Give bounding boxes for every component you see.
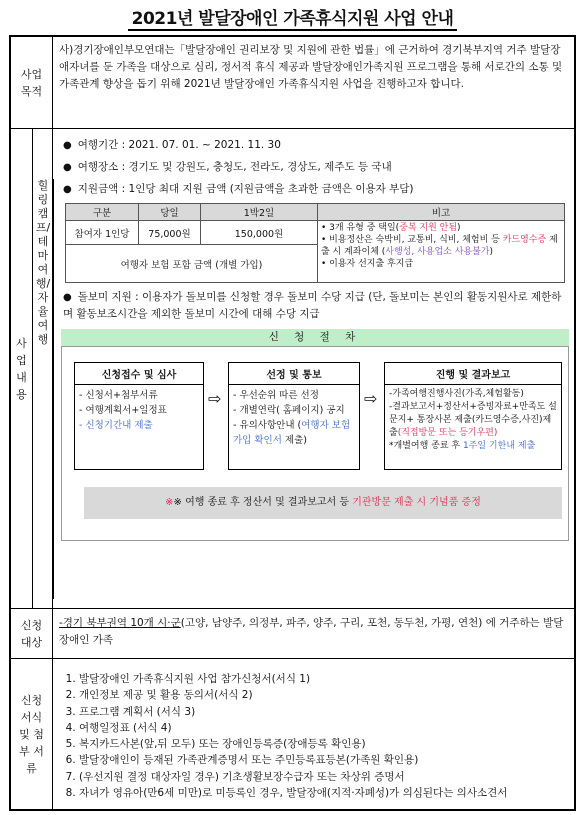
purpose-row (11, 37, 574, 129)
purpose-text: 사)경기장애인부모연대는「발달장애인 권리보장 및 지원에 관한 법률」에 근거하여 경기북부지역 거주 발달장애자녀를 둔 가족을 대상으로 심리, 정서적 휴식 제공과 발달장애인가족지원 프로그램을 통해 서로간의 소통 및 가족관계 향상을 돕기 위해 2021년 발달장애인 가족휴식지원 사업을 진행하고자 합니다. (59, 44, 563, 90)
procedure-area (61, 346, 569, 541)
business-row (11, 129, 574, 609)
fee-table (65, 203, 565, 283)
list-item: 2. 개인정보 제공 및 활용 동의서(서식 2) (79, 687, 566, 703)
step-title: 신청접수 및 심사 (75, 363, 203, 385)
purpose-label: 사업 목적 (11, 37, 53, 128)
care-bullet: ● 돌보미 지원 : 이용자가 돌보미를 신청할 경우 돌보미 수당 지급 (단, 돌보미는 본인의 활동지원사로 제한하며 활동보조시간을 제외한 돌보미 시간에 대해 수당 지급 (63, 291, 562, 320)
list-item: 1. 발달장애인 가족휴식지원 사업 참가신청서(서식 1) (79, 671, 566, 687)
step-line: - 우선순위 따른 선정 (233, 390, 319, 401)
step-title: 진행 및 결과보고 (385, 363, 561, 385)
step-line: *개별여행 종료 후 1주일 기한내 제출 (389, 441, 536, 451)
arrow-right-icon: ⇨ (364, 389, 378, 408)
fee-header: 1박2일 (201, 204, 318, 221)
step-line: - 유의사항안내 (여행자 보험 가입 확인서 제출) (233, 420, 351, 446)
amount-bullet: ● 지원금액 : 1인당 최대 지원 금액 (지원금액을 초과한 금액은 이용자 부담) (63, 183, 414, 195)
step-line: - 개별연락( 홈페이지) 공지 (233, 405, 345, 416)
fee-cell: 참여자 1인당 (66, 221, 139, 245)
business-label: 사업 내용 (11, 129, 33, 608)
step-line: - 신청서+첨부서류 (79, 390, 158, 401)
fee-notes: • 3개 유형 중 택일(중복 지원 안됨) • 비용정산은 숙박비, 교통비, 식비, 체험비 등 카드영수증 제출 시 계좌이체 (사행성, 사용업소 사용불가) • 이용자 선지출 후지급 (318, 221, 565, 283)
step-line: -가족여행진행사진(가족,체험활동) (389, 389, 524, 399)
info-table (9, 35, 576, 811)
step-line: - 신청기간내 제출 (79, 420, 153, 431)
fee-cell: 150,000원 (201, 221, 318, 245)
period-bullet: ● 여행기간 : 2021. 07. 01. ~ 2021. 11. 30 (63, 139, 281, 151)
list-item: 7. (우선지원 결정 대상자일 경우) 기초생활보장수급자 또는 차상위 증명서 (79, 769, 566, 785)
procedure-heading: 신 청 절 차 (61, 329, 569, 346)
list-item: 3. 프로그램 계획서 (서식 3) (79, 704, 566, 720)
page-title: 2021년 발달장애인 가족휴식지원 사업 안내 (0, 4, 585, 29)
documents-list (53, 659, 574, 801)
step-report-box (384, 362, 562, 470)
fee-header: 비고 (318, 204, 565, 221)
fee-header: 구분 (66, 204, 139, 221)
list-item: 6. 발달장애인이 등재된 가족관계증명서 또는 주민등록표등본(가족원 확인용) (79, 752, 566, 768)
list-item: 8. 자녀가 영유아(만6세 미만)로 미등록인 경우, 발달장애(지적·자폐성)가 의심된다는 의사소견서 (79, 785, 566, 801)
step-select-box (228, 362, 360, 470)
list-item: 4. 여행일정표 (서식 4) (79, 720, 566, 736)
target-row (11, 609, 574, 659)
list-item: 5. 복지카드사본(앞,뒤 모두) 또는 장애인등록증(장애등록 확인용) (79, 736, 566, 752)
insurance-cell: 여행자 보험 포함 금액 (개별 가입) (66, 245, 318, 283)
documents-label: 신청 서식 및 첨부 서류 (11, 659, 53, 809)
category-vertical: 힐링캠프/테마여행/자율여행 (33, 179, 54, 599)
documents-row (11, 659, 574, 809)
step-line: - 여행계획서+일정표 (79, 405, 167, 416)
target-text: -경기 북부권역 10개 시·군(고양, 남양주, 의정부, 파주, 양주, 구리, 포천, 동두천, 가평, 연천) 에 거주하는 발달장애인 가족 (59, 617, 564, 646)
place-bullet: ● 여행장소 : 경기도 및 강원도, 충청도, 전라도, 경상도, 제주도 등 국내 (63, 161, 392, 173)
step-title: 선정 및 통보 (229, 363, 359, 385)
target-label: 신청 대상 (11, 609, 53, 658)
step-line: -결과보고서+정산서+증빙자료+만족도 설문지+ 통장사본 제출(카드영수증,사진)제출(직접방문 또는 등기우편) (389, 402, 557, 438)
arrow-right-icon: ⇨ (208, 389, 222, 408)
step-apply-box (74, 362, 204, 470)
souvenir-notice: ※※ 여행 종료 후 정산서 및 결과보고서 등 기관방문 제출 시 기념품 증정 (84, 487, 562, 519)
fee-cell: 75,000원 (139, 221, 201, 245)
fee-header: 당일 (139, 204, 201, 221)
